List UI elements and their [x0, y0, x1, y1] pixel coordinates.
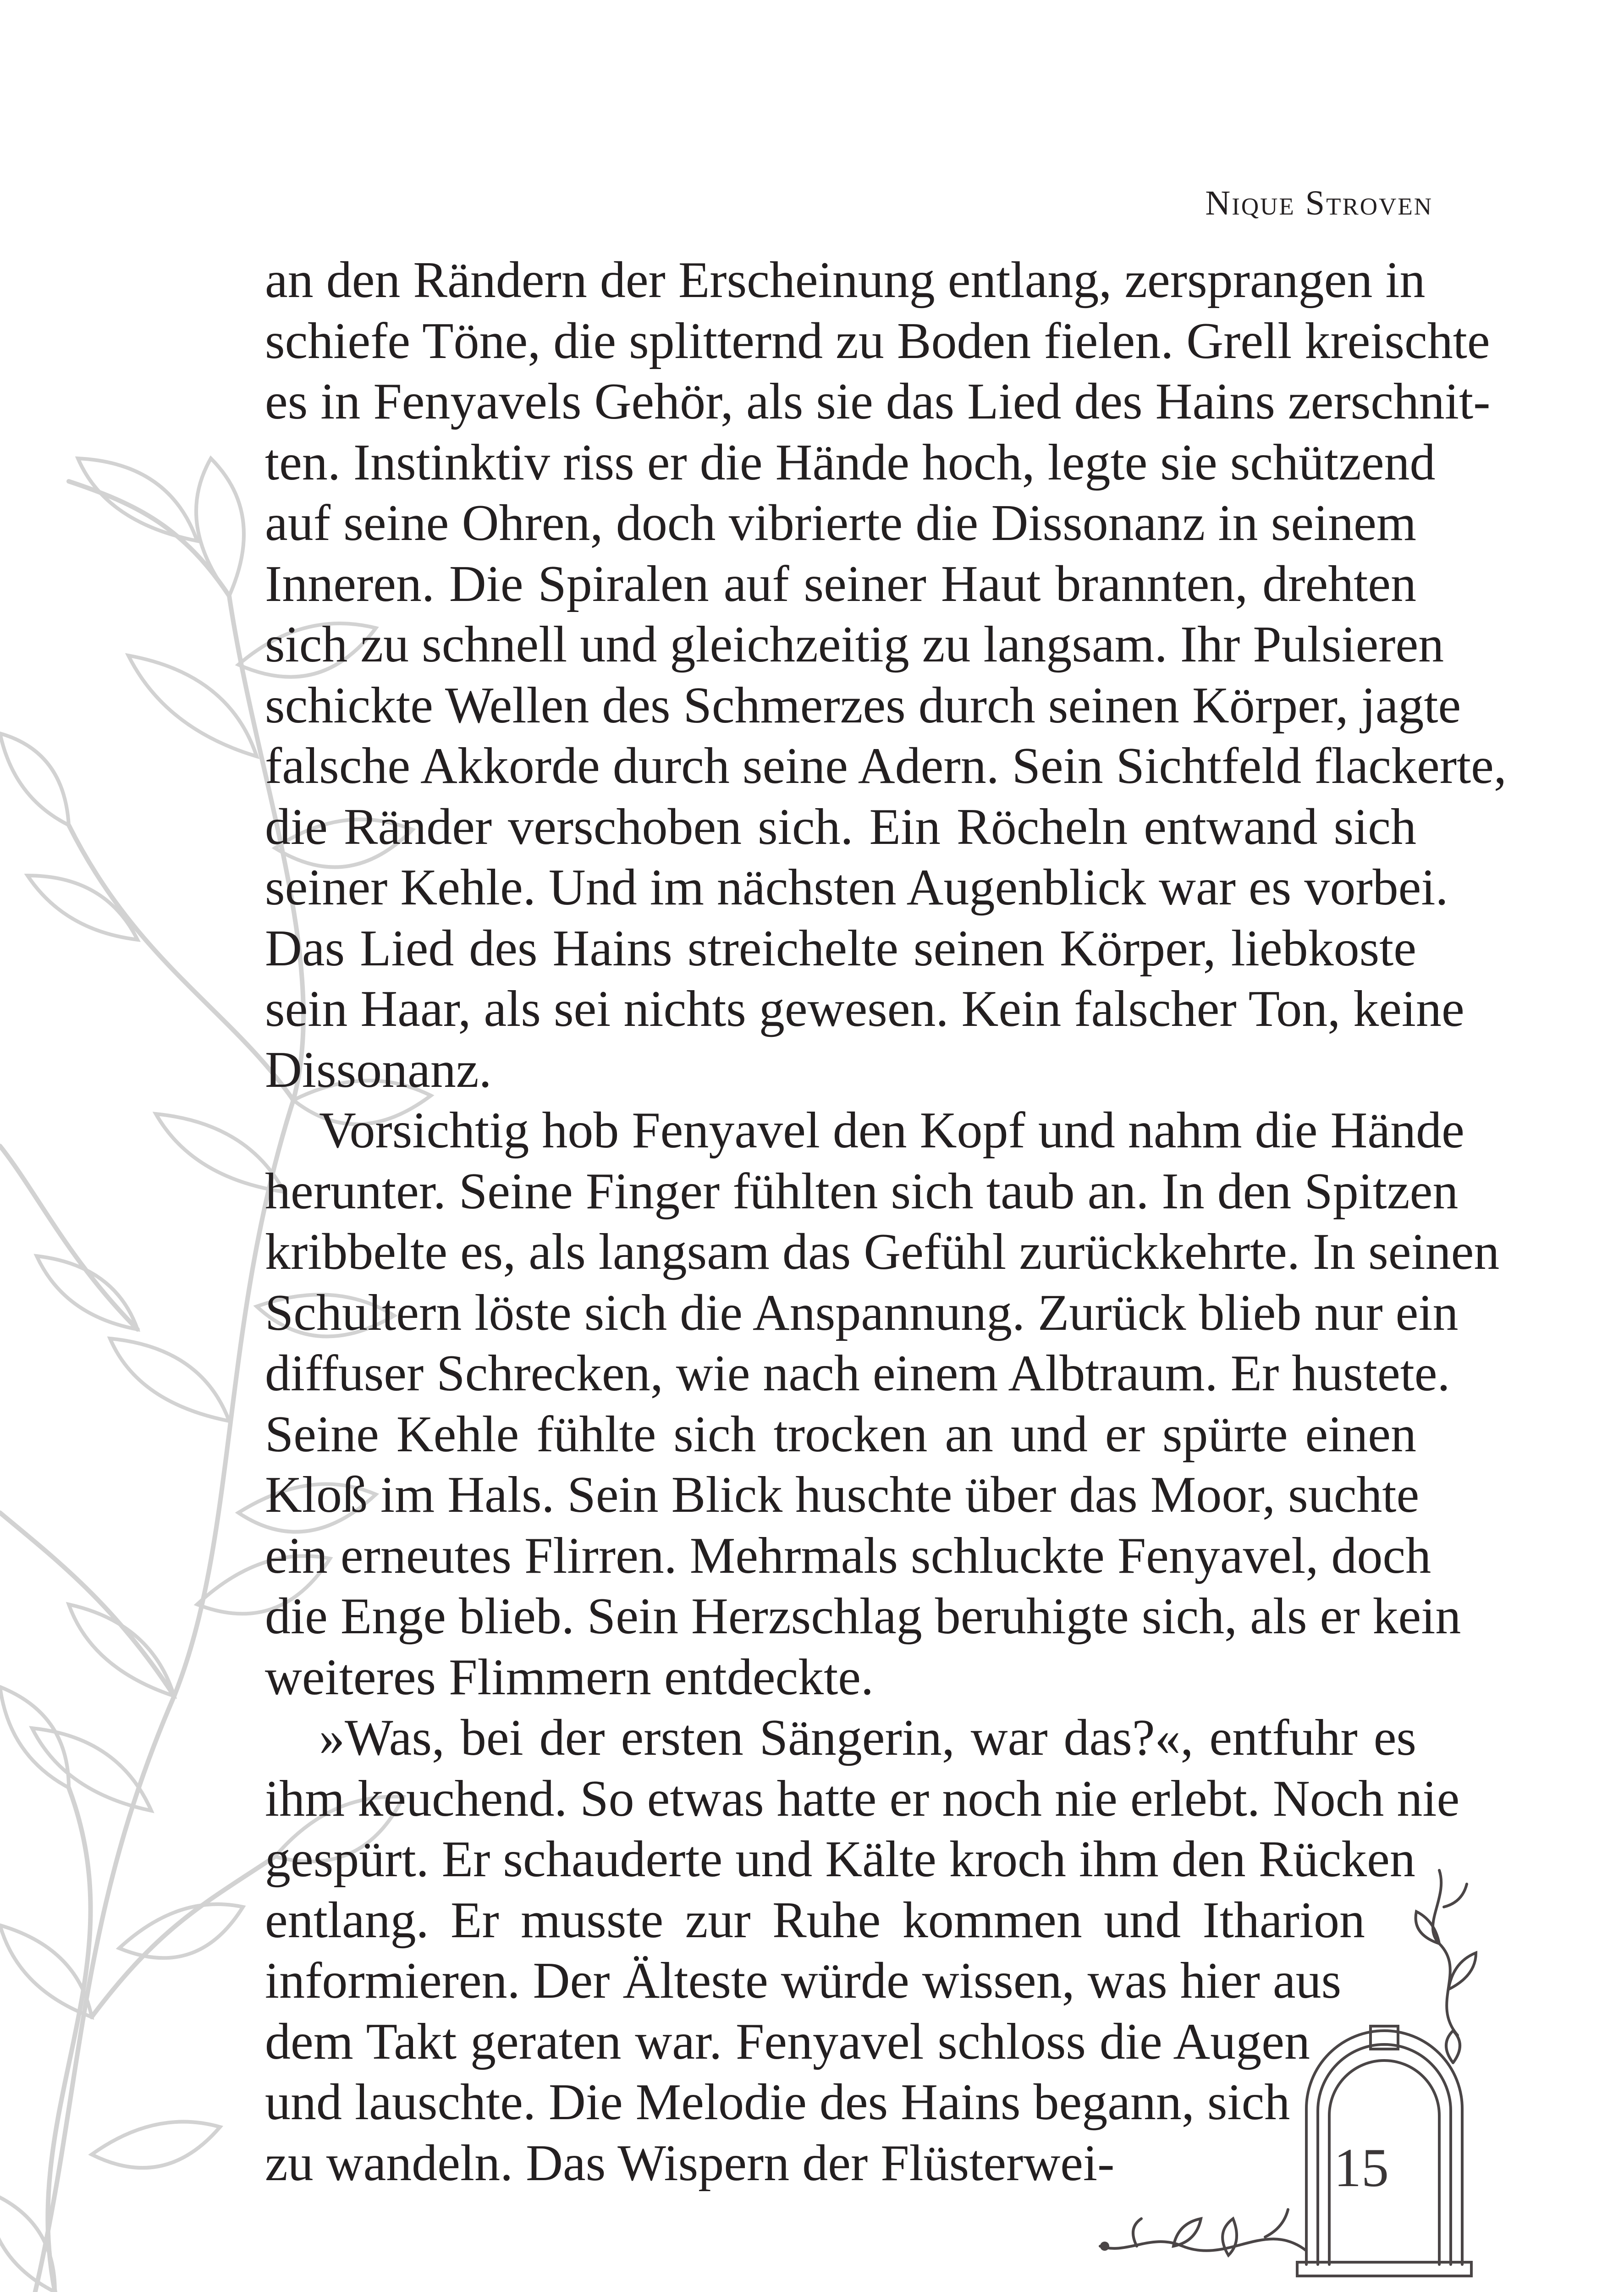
text-line: kribbelte es, als langsam das Gefühl zurückkehrte. In seinen: [265, 1223, 1500, 1280]
text-line: Seine Kehle fühlte sich trocken an und er spürte einen: [265, 1405, 1416, 1463]
text-line: informieren. Der Älteste würde wissen, was hier aus: [265, 1952, 1342, 2009]
text-line: es in Fenyavels Gehör, als sie das Lied des Hains zerschnit-: [265, 373, 1491, 430]
text-line: gespürt. Er schauderte und Kälte kroch ihm den Rücken: [265, 1831, 1415, 1888]
text-line: schickte Wellen des Schmerzes durch seinen Körper, jagte: [265, 677, 1461, 734]
text-line: und lauschte. Die Melodie des Hains begann, sich: [265, 2074, 1290, 2131]
text-line: sein Haar, als sei nichts gewesen. Kein falscher Ton, keine: [265, 981, 1464, 1037]
text-line: ein erneutes Flirren. Mehrmals schluckte Fenyavel, doch: [265, 1527, 1431, 1584]
text-line: Kloß im Hals. Sein Blick huschte über das Moor, suchte: [265, 1466, 1420, 1523]
text-line: sich zu schnell und gleichzeitig zu langsam. Ihr Pulsieren: [265, 616, 1444, 673]
text-line: an den Rändern der Erscheinung entlang, zersprangen in: [265, 252, 1426, 309]
text-line: Das Lied des Hains streichelte seinen Körper, liebkoste: [265, 920, 1416, 977]
page-number: 15: [1334, 2137, 1389, 2198]
text-line: Inneren. Die Spiralen auf seiner Haut brannten, drehten: [265, 555, 1416, 612]
text-line: Vorsichtig hob Fenyavel den Kopf und nahm die Hände: [319, 1102, 1464, 1159]
text-line: weiteres Flimmern entdeckte.: [265, 1648, 874, 1706]
text-line: Schultern löste sich die Anspannung. Zurück blieb nur ein: [265, 1284, 1459, 1341]
text-line: seiner Kehle. Und im nächsten Augenblick war es vorbei.: [265, 859, 1448, 916]
text-line: auf seine Ohren, doch vibrierte die Dissonanz in seinem: [265, 495, 1416, 551]
text-line: herunter. Seine Finger fühlten sich taub an. In den Spitzen: [265, 1163, 1459, 1220]
text-line: dem Takt geraten war. Fenyavel schloss die Augen: [265, 2013, 1310, 2070]
arch-ornament-icon: [1091, 1852, 1485, 2292]
text-line: falsche Akkorde durch seine Adern. Sein Sichtfeld flackerte,: [265, 738, 1507, 794]
text-line: ten. Instinktiv riss er die Hände hoch, legte sie schützend: [265, 434, 1436, 491]
running-header-author: Nique Stroven: [1205, 184, 1433, 222]
text-line: schiefe Töne, die splitternd zu Boden fielen. Grell kreischte: [265, 312, 1490, 369]
text-line: zu wandeln. Das Wispern der Flüsterwei-: [265, 2134, 1115, 2192]
text-line: »Was, bei der ersten Sängerin, war das?«, entfuhr es: [319, 1709, 1416, 1766]
text-line: entlang. Er musste zur Ruhe kommen und Itharion: [265, 1891, 1365, 1949]
text-line: ihm keuchend. So etwas hatte er noch nie erlebt. Noch nie: [265, 1770, 1460, 1827]
text-line: die Ränder verschoben sich. Ein Röcheln entwand sich: [265, 798, 1416, 855]
text-line: diffuser Schrecken, wie nach einem Albtraum. Er hustete.: [265, 1345, 1450, 1402]
text-line: die Enge blieb. Sein Herzschlag beruhigte sich, als er kein: [265, 1588, 1461, 1645]
text-line: Dissonanz.: [265, 1041, 492, 1098]
